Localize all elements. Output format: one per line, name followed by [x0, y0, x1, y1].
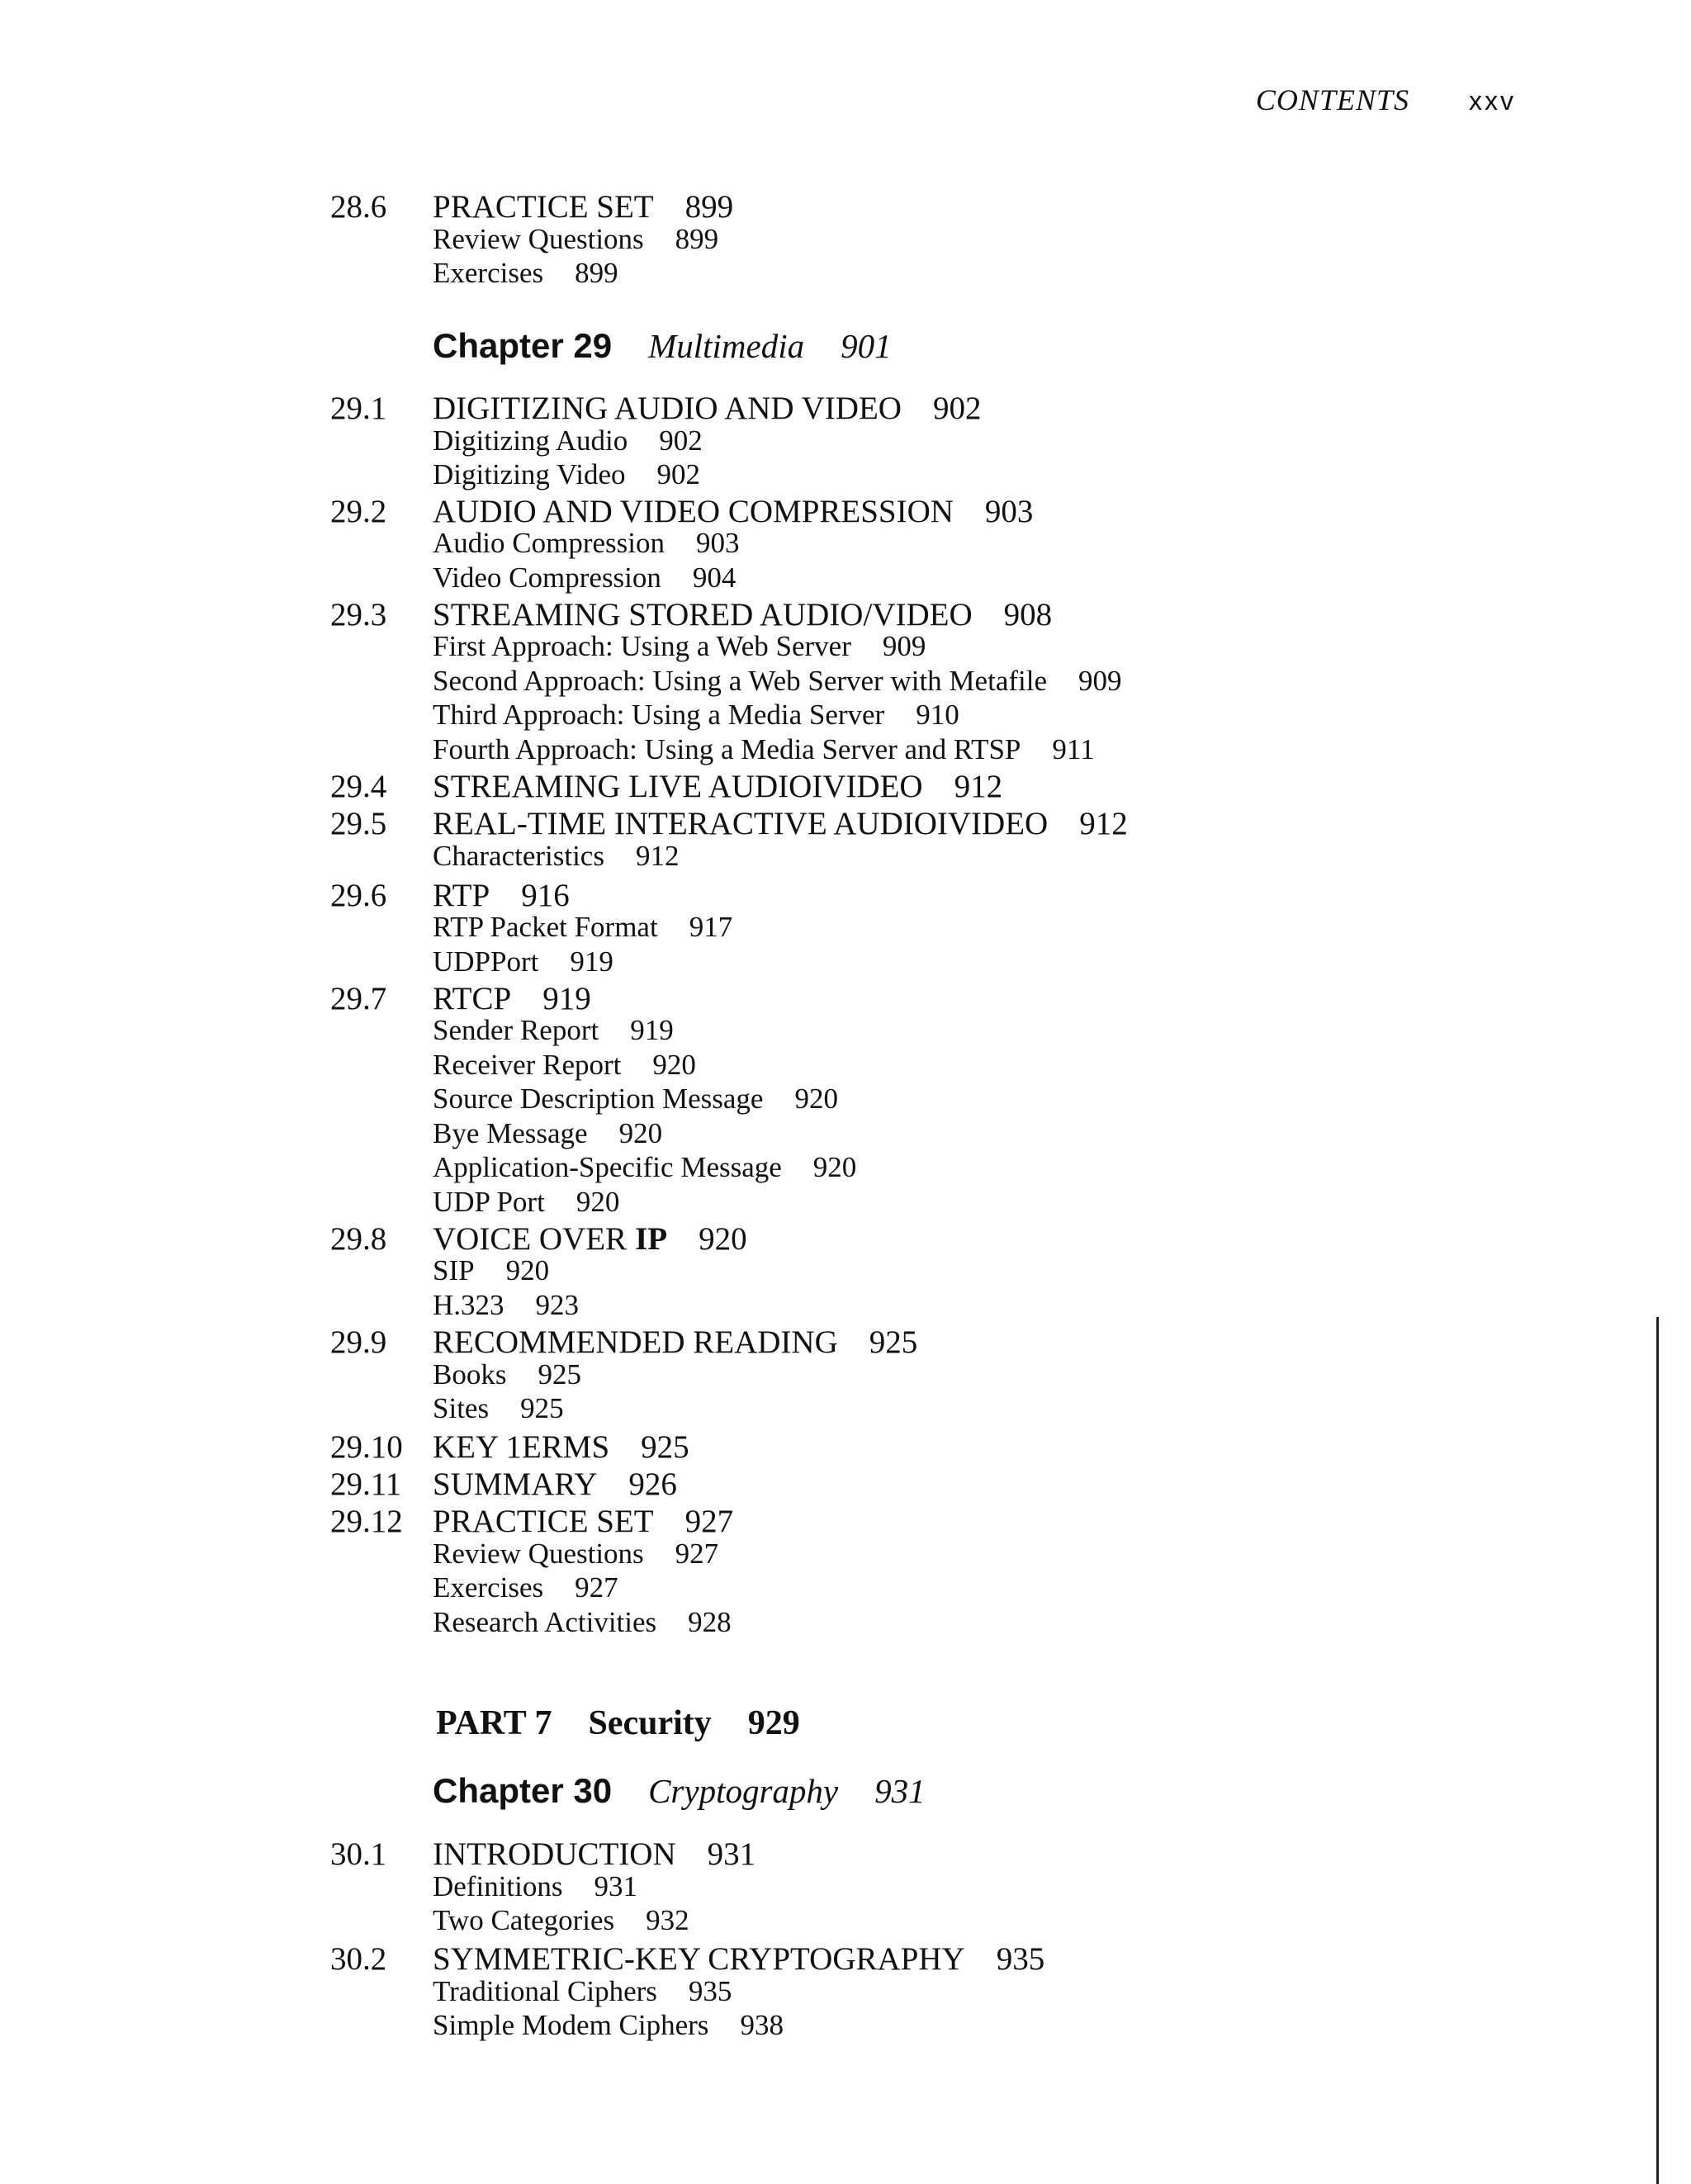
section-number: 29.12 [330, 1504, 403, 1539]
subsection-group [433, 1358, 581, 1391]
section-title: PRACTICE SET [433, 189, 654, 225]
section-title-group [433, 1220, 747, 1258]
section-number: 29.11 [330, 1466, 402, 1502]
section-page: 903 [984, 494, 1034, 529]
section-page: 908 [1003, 597, 1053, 632]
section-title-group [433, 390, 981, 427]
subsection-page: 920 [652, 1049, 696, 1081]
subsection-page: 928 [688, 1606, 732, 1638]
section-number: 29.1 [330, 391, 387, 426]
subsection-title: Third Approach: Using a Media Server [433, 699, 885, 731]
subsection-group [433, 424, 703, 457]
subsection-group [433, 1537, 718, 1570]
subsection-group [433, 1606, 732, 1639]
subsection-title: Exercises [433, 257, 544, 289]
subsection-page: 919 [630, 1014, 674, 1046]
section-title: KEY 1ERMS [433, 1429, 610, 1465]
subsection-group [433, 1254, 549, 1287]
section-title: VOICE OVER [433, 1221, 628, 1257]
section-title-group [433, 596, 1052, 633]
subsection-title: Audio Compression [433, 527, 665, 559]
subsection-page: 932 [646, 1904, 689, 1936]
subsection-title: Bye Message [433, 1117, 588, 1149]
section-title: STREAMING LIVE AUDIOIVIDEO [433, 769, 923, 804]
section-number: 29.10 [330, 1429, 403, 1465]
section-page: 935 [996, 1941, 1045, 1977]
subsection-page: 899 [675, 223, 719, 255]
subsection-page: 931 [594, 1870, 637, 1902]
subsection-title: Review Questions [433, 1537, 644, 1570]
section-number: 30.1 [330, 1836, 387, 1872]
subsection-page: 902 [656, 458, 700, 490]
section-title: STREAMING STORED AUDIO/VIDEO [433, 597, 973, 632]
section-number: 29.3 [330, 597, 387, 632]
section-page: 925 [641, 1429, 689, 1465]
subsection-page: 912 [635, 840, 680, 872]
section-page: 920 [699, 1221, 747, 1257]
section-page: 919 [542, 981, 591, 1016]
subsection-group [433, 1904, 689, 1937]
subsection-page: 902 [659, 424, 703, 457]
chapter-label: Chapter 30 [433, 1771, 613, 1810]
subsection-group [433, 527, 739, 560]
section-page: 902 [932, 391, 982, 426]
subsection-page: 910 [916, 699, 959, 731]
subsection-title: Review Questions [433, 223, 644, 255]
subsection-title: Video Compression [433, 561, 661, 594]
subsection-group [433, 1117, 662, 1150]
subsection-group [433, 1151, 856, 1184]
chapter-page: 901 [841, 327, 892, 365]
subsection-group [433, 223, 718, 256]
subsection-title: H.323 [433, 1289, 504, 1321]
subsection-title: Two Categories [433, 1904, 615, 1936]
section-title: SYMMETRIC-KEY CRYPTOGRAPHY [433, 1941, 965, 1977]
section-page: 931 [707, 1836, 756, 1872]
subsection-group [433, 630, 926, 663]
section-title: DIGITIZING AUDIO AND VIDEO [433, 391, 902, 426]
subsection-title: Sender Report [433, 1014, 599, 1046]
section-title: PRACTICE SET [433, 1504, 654, 1539]
section-title-group [433, 1466, 677, 1503]
subsection-group [433, 945, 613, 978]
section-page: 912 [1079, 806, 1128, 841]
subsection-group [433, 1975, 732, 2008]
subsection-title: Characteristics [433, 840, 604, 872]
subsection-page: 920 [505, 1254, 550, 1286]
section-number: 29.2 [330, 494, 387, 529]
section-number: 29.5 [330, 806, 387, 841]
subsection-title: UDPPort [433, 945, 539, 978]
subsection-title: Traditional Ciphers [433, 1975, 657, 2007]
subsection-group [433, 1083, 838, 1116]
subsection-page: 920 [576, 1186, 620, 1218]
subsection-page: 927 [675, 1537, 719, 1570]
chapter-label: Chapter 29 [433, 326, 613, 365]
page-number: xxv [1469, 86, 1516, 116]
section-title: AUDIO AND VIDEO COMPRESSION [433, 494, 954, 529]
chapter-title: Multimedia [648, 327, 805, 365]
section-title-group [433, 1503, 733, 1540]
subsection-group [433, 1049, 696, 1082]
section-title-group [433, 1324, 917, 1361]
section-page: 899 [684, 189, 734, 225]
chapter-heading [433, 326, 892, 366]
subsection-page: 909 [882, 630, 926, 662]
subsection-page: 903 [695, 527, 740, 559]
section-page: 925 [869, 1324, 918, 1360]
subsection-group [433, 257, 618, 290]
section-title: RECOMMENDED READING [433, 1324, 838, 1360]
subsection-group [433, 911, 732, 944]
subsection-page: 927 [575, 1571, 618, 1604]
subsection-page: 920 [618, 1117, 663, 1149]
subsection-page: 923 [535, 1289, 580, 1321]
subsection-title: UDP Port [433, 1186, 545, 1218]
section-title: REAL-TIME INTERACTIVE AUDIOIVIDEO [433, 806, 1049, 841]
section-page: 912 [954, 769, 1003, 804]
subsection-group [433, 1186, 619, 1219]
subsection-page: 925 [520, 1392, 564, 1424]
section-title-group [433, 1836, 756, 1873]
subsection-title: Sites [433, 1392, 490, 1424]
section-title: INTRODUCTION [433, 1836, 676, 1872]
section-number: 29.4 [330, 769, 387, 804]
subsection-title: Exercises [433, 1571, 544, 1604]
subsection-group [433, 1014, 674, 1047]
subsection-title: Books [433, 1358, 507, 1390]
section-number: 30.2 [330, 1941, 387, 1977]
section-title-group [433, 188, 733, 225]
section-number: 29.6 [330, 878, 387, 913]
chapter-heading [433, 1771, 926, 1811]
subsection-title: RTP Packet Format [433, 911, 658, 943]
subsection-title: Definitions [433, 1870, 563, 1902]
section-title: SUMMARY [433, 1466, 598, 1502]
subsection-title: Second Approach: Using a Web Server with Metafile [433, 665, 1047, 697]
subsection-group [433, 699, 959, 732]
subsection-page: 920 [794, 1083, 838, 1115]
section-title: RTCP [433, 981, 512, 1016]
subsection-title: First Approach: Using a Web Server [433, 630, 851, 662]
subsection-title: Source Description Message [433, 1083, 764, 1115]
section-title-group [433, 805, 1128, 842]
subsection-group [433, 665, 1122, 698]
subsection-page: 904 [692, 561, 737, 594]
chapter-page: 931 [874, 1772, 926, 1810]
subsection-group [433, 1289, 579, 1322]
subsection-page: 935 [688, 1975, 732, 2007]
section-page: 927 [684, 1504, 734, 1539]
subsection-page: 925 [538, 1358, 581, 1390]
section-number: 29.9 [330, 1324, 387, 1360]
running-header [1256, 83, 1516, 117]
subsection-page: 899 [575, 257, 618, 289]
subsection-title: Simple Modem Ciphers [433, 2009, 709, 2041]
section-title-group [433, 493, 1033, 530]
subsection-group [433, 1870, 637, 1903]
subsection-title: SIP [433, 1254, 475, 1286]
section-title-bold: IP [635, 1221, 668, 1257]
subsection-page: 919 [570, 945, 613, 978]
subsection-title: Receiver Report [433, 1049, 622, 1081]
subsection-group [433, 1392, 564, 1425]
subsection-title: Research Activities [433, 1606, 657, 1638]
section-number: 29.7 [330, 981, 387, 1016]
subsection-page: 917 [689, 911, 733, 943]
running-header-title: CONTENTS [1255, 83, 1409, 116]
section-number: 29.8 [330, 1221, 387, 1257]
subsection-page: 938 [740, 2009, 784, 2041]
subsection-group [433, 2009, 784, 2042]
section-page: 926 [628, 1466, 677, 1502]
subsection-group [433, 1571, 618, 1604]
section-title-group [433, 768, 1002, 805]
subsection-group [433, 458, 700, 491]
part-title: Security [588, 1704, 712, 1742]
subsection-page: 909 [1078, 665, 1122, 697]
part-heading [436, 1703, 800, 1743]
subsection-group [433, 733, 1095, 766]
section-title-group [433, 1428, 689, 1466]
section-number: 28.6 [330, 189, 387, 225]
subsection-title: Digitizing Video [433, 458, 626, 490]
section-title: RTP [433, 878, 490, 913]
part-page: 929 [747, 1704, 800, 1742]
section-page: 916 [521, 878, 570, 913]
subsection-group [433, 561, 736, 595]
subsection-page: 911 [1052, 733, 1095, 765]
chapter-title: Cryptography [648, 1772, 839, 1810]
part-label: PART 7 [436, 1704, 552, 1742]
section-title-group [433, 1940, 1044, 1978]
subsection-title: Fourth Approach: Using a Media Server and RTSP [433, 733, 1021, 765]
margin-rule [1656, 1317, 1659, 2184]
section-title-group [433, 980, 591, 1017]
subsection-page: 920 [812, 1151, 857, 1183]
subsection-title: Digitizing Audio [433, 424, 628, 457]
section-title-group [433, 877, 570, 914]
subsection-title: Application-Specific Message [433, 1151, 782, 1183]
subsection-group [433, 840, 679, 873]
